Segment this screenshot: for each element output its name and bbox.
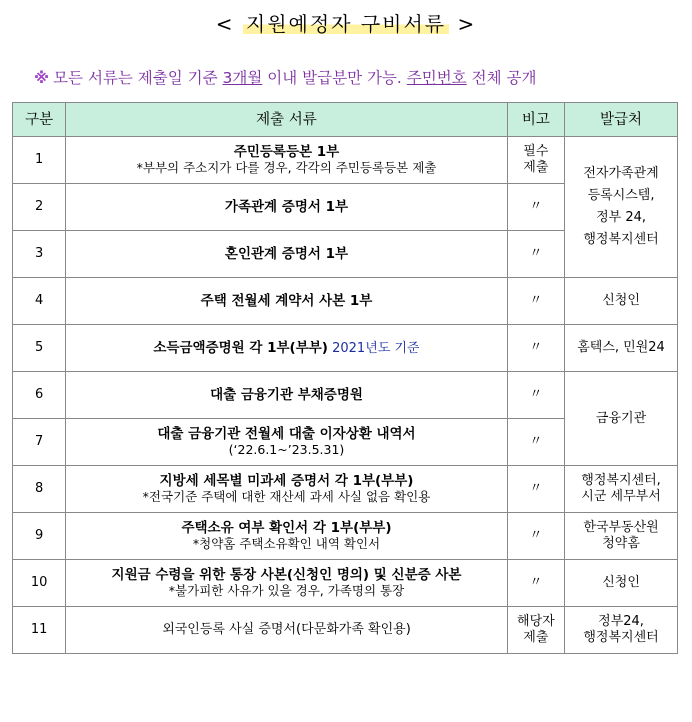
notice-text-2: 이내 발급분만 가능. [262, 69, 407, 87]
table-row [13, 278, 678, 325]
table-row [13, 466, 678, 513]
table-row [13, 137, 678, 184]
document-name: 혼인관계 증명서 1부 [66, 231, 507, 278]
document-cell [66, 137, 507, 184]
document-name: 주택소유 여부 확인서 각 1부(부부) [181, 520, 392, 536]
document-note: *불가피한 사유가 있을 경우, 가족명의 통장 [168, 583, 405, 598]
remark-cell: 〃 [507, 513, 564, 560]
row-number: 4 [13, 278, 66, 325]
document-name: 대출 금융기관 전월세 대출 이자상환 내역서 [157, 426, 416, 442]
document-note: (‘22.6.1~’23.5.31) [228, 442, 345, 457]
row-number: 10 [13, 560, 66, 607]
remark-cell: 〃 [507, 419, 564, 466]
row-number: 11 [13, 607, 66, 654]
row-number: 7 [13, 419, 66, 466]
remark-cell: 〃 [507, 560, 564, 607]
document-note: *전국기준 주택에 대한 재산세 과세 사실 없음 확인용 [142, 489, 431, 504]
notice-line [34, 66, 674, 88]
issuer-cell: 전자가족관계 등록시스템, 정부 24, 행정복지센터 [565, 137, 678, 278]
table-row [13, 513, 678, 560]
document-cell [66, 325, 507, 372]
title-right-bracket: > [457, 12, 477, 36]
remark-cell: 〃 [507, 466, 564, 513]
document-cell [66, 466, 507, 513]
issuer-cell: 한국부동산원 청약홈 [565, 513, 678, 560]
title-left-bracket: < [215, 12, 235, 36]
notice-underline-2: 주민번호 [406, 69, 467, 87]
document-name: 대출 금융기관 부채증명원 [66, 372, 507, 419]
remark-cell: 〃 [507, 231, 564, 278]
row-number: 6 [13, 372, 66, 419]
remark-cell: 필수 제출 [507, 137, 564, 184]
header-category: 구분 [13, 103, 66, 137]
document-name: 외국인등록 사실 증명서(다문화가족 확인용) [66, 607, 507, 654]
issuer-cell: 홈텍스, 민원24 [565, 325, 678, 372]
header-remarks: 비고 [507, 103, 564, 137]
document-name: 지원금 수령을 위한 통장 사본(신청인 명의) 및 신분증 사본 [111, 567, 462, 583]
issuer-cell: 정부24, 행정복지센터 [565, 607, 678, 654]
document-name: 소득금액증명원 각 1부(부부) [153, 339, 328, 356]
row-number: 5 [13, 325, 66, 372]
table-header-row [13, 103, 678, 137]
remark-cell: 〃 [507, 325, 564, 372]
row-number: 3 [13, 231, 66, 278]
issuer-cell: 행정복지센터, 시군 세무부서 [565, 466, 678, 513]
remark-cell: 〃 [507, 278, 564, 325]
document-cell [66, 419, 507, 466]
reference-mark-icon: ※ [34, 69, 50, 87]
table-row [13, 372, 678, 419]
document-basis-year: 2021년도 기준 [327, 340, 420, 356]
issuer-cell: 신청인 [565, 278, 678, 325]
document-name: 가족관계 증명서 1부 [66, 184, 507, 231]
issuer-cell: 신청인 [565, 560, 678, 607]
title-text: 지원예정자 구비서류 [243, 12, 449, 36]
row-number: 8 [13, 466, 66, 513]
remark-cell: 〃 [507, 184, 564, 231]
row-number: 2 [13, 184, 66, 231]
table-row [13, 325, 678, 372]
issuer-cell: 금융기관 [565, 372, 678, 466]
remark-cell: 〃 [507, 372, 564, 419]
document-cell [66, 560, 507, 607]
row-number: 1 [13, 137, 66, 184]
notice-underline-1: 3개월 [222, 69, 263, 87]
table-row [13, 560, 678, 607]
table-row [13, 607, 678, 654]
row-number: 9 [13, 513, 66, 560]
notice-text-3: 전체 공개 [466, 69, 537, 87]
document-name: 주민등록등본 1부 [233, 144, 340, 160]
page-title [0, 8, 692, 37]
notice-text-1: 모든 서류는 제출일 기준 [53, 69, 223, 87]
header-issuer: 발급처 [565, 103, 678, 137]
document-note: *청약홈 주택소유확인 내역 확인서 [192, 536, 381, 551]
document-name: 주택 전월세 계약서 사본 1부 [66, 278, 507, 325]
document-cell [66, 513, 507, 560]
remark-cell: 해당자 제출 [507, 607, 564, 654]
documents-table [12, 102, 678, 654]
document-note: *부부의 주소지가 다를 경우, 각각의 주민등록등본 제출 [136, 160, 437, 175]
document-name: 지방세 세목별 미과세 증명서 각 1부(부부) [159, 473, 414, 489]
header-documents: 제출 서류 [66, 103, 507, 137]
